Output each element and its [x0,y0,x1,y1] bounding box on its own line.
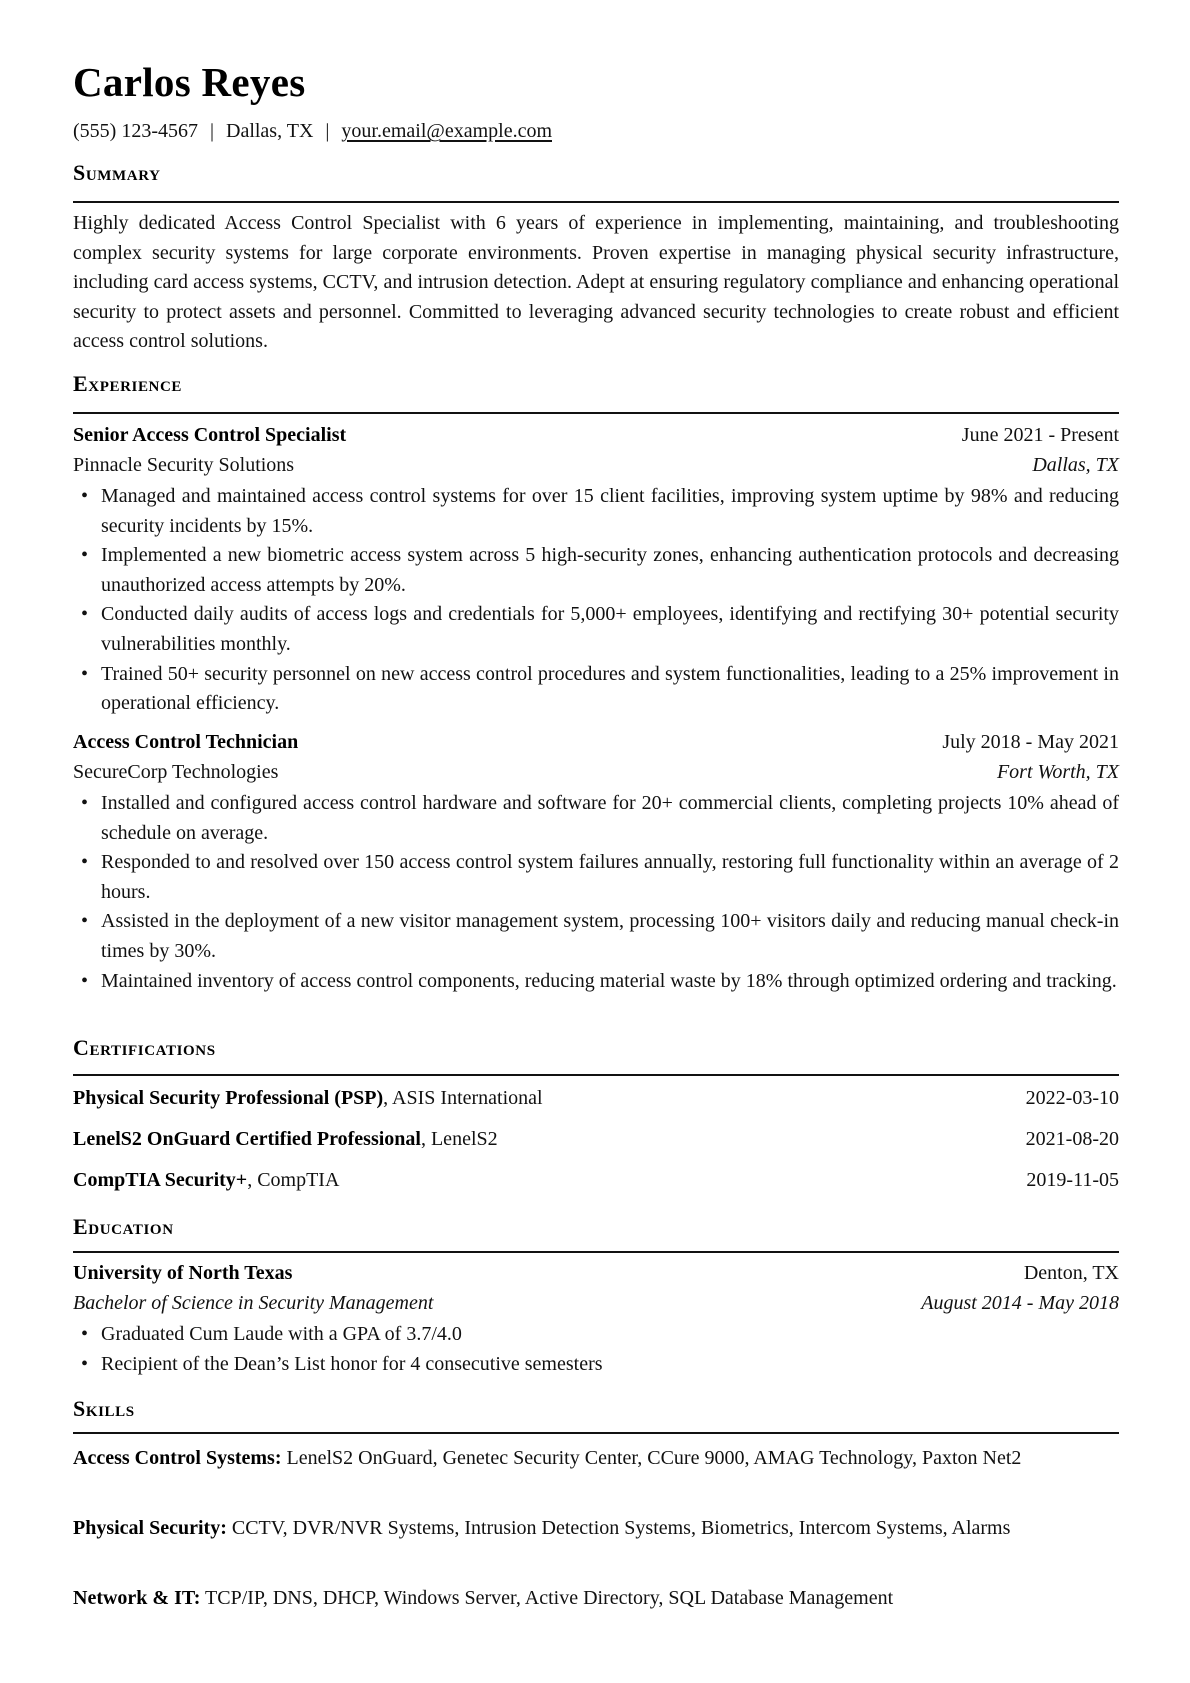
list-item [73,660,1119,719]
summary-text: Highly dedicated Access Control Specialist with 6 years of experience in implementing, maintaining, and troubleshooting complex security systems for large corporate environments. Proven expertise in managing physical security infrastructure, including card access systems, CCTV, and intrusion detection. Adept at ensuring regulatory compliance and enhancing operational security to protect assets and personnel. Committed to leveraging advanced security technologies to create robust and efficient access control solutions. [73,212,1119,353]
school-location: Denton, TX [1023,1262,1119,1284]
skill-group [73,1514,1119,1544]
bullet-text: Trained 50+ security personnel on new access control procedures and system functionalities, leading to a 25% improvement in operational efficiency. [101,662,1119,715]
list-item [73,482,1119,541]
list-item [73,848,1119,907]
skill-label: Access Control Systems: [73,1447,282,1469]
bullet-text: Maintained inventory of access control components, reducing material waste by 18% through optimized ordering and tracking. [101,969,1117,992]
bullet-text: Implemented a new biometric access system across 5 high-security zones, enhancing authentication protocols and decreasing unauthorized access attempts by 20%. [101,544,1119,596]
company-name: SecureCorp Technologies [73,761,279,783]
bullet-text: Assisted in the deployment of a new visitor management system, processing 100+ visitors daily and reducing manual check-in times by 30%. [101,910,1119,962]
job-location: Fort Worth, TX [996,761,1119,783]
list-item [73,967,1119,997]
education-header [73,1262,1119,1290]
certification-row [73,1087,1119,1115]
separator: | [325,120,330,142]
bullet-icon: • [81,910,89,933]
education-subheader [73,1292,1119,1320]
bullet-icon: • [81,485,89,507]
certification-issuer: , CompTIA [247,1169,340,1191]
section-title-skills: Skills [73,1396,135,1421]
skill-values: CCTV, DVR/NVR Systems, Intrusion Detection Systems, Biometrics, Intercom Systems, Alarms [226,1517,1011,1539]
certification-name: CompTIA Security+ [73,1169,248,1191]
list-item [73,600,1119,659]
list-item [73,1350,1119,1380]
bullet-icon: • [81,792,89,814]
bullet-text: Graduated Cum Laude with a GPA of 3.7/4.0 [101,1323,462,1345]
certification-issuer: , ASIS International [383,1087,543,1109]
bullet-icon: • [81,662,89,685]
job-dates: July 2018 - May 2021 [942,731,1119,753]
certification-issuer: , LenelS2 [420,1128,498,1150]
job-title: Access Control Technician [73,731,299,753]
skill-label: Physical Security: [73,1517,227,1539]
bullet-text: Installed and configured access control hardware and software for 20+ commercial clients, completing projects 10% ahead of schedule on average. [101,792,1119,844]
section-rule [73,1251,1119,1253]
certification-name: LenelS2 OnGuard Certified Professional [73,1128,421,1150]
job-location: Dallas, TX [1032,454,1119,476]
list-item [73,1320,1119,1350]
certification-row [73,1128,1119,1156]
job-bullets [73,482,1119,719]
school-name: University of North Texas [73,1262,293,1284]
skill-group [73,1444,1119,1474]
job-subheader [73,454,1119,482]
job-title: Senior Access Control Specialist [73,424,347,446]
list-item [73,789,1119,848]
bullet-text: Responded to and resolved over 150 access control system failures annually, restoring full functionality within an average of 2 hours. [101,851,1119,903]
list-item [73,541,1119,600]
bullet-icon: • [81,1323,89,1345]
certification-date: 2021-08-20 [1025,1128,1119,1150]
bullet-text: Conducted daily audits of access logs and credentials for 5,000+ employees, identifying and rectifying 30+ potential security vulnerabilities monthly. [101,603,1119,655]
bullet-icon: • [81,851,89,874]
bullet-text: Recipient of the Dean’s List honor for 4 consecutive semesters [101,1352,603,1375]
certification-date: 2019-11-05 [1026,1169,1119,1191]
section-title-experience: Experience [73,371,183,396]
separator: | [209,120,214,142]
section-title-certifications: Certifications [73,1035,216,1060]
section-rule [73,1432,1119,1434]
certification-name: Physical Security Professional (PSP) [73,1087,384,1109]
company-name: Pinnacle Security Solutions [73,454,295,476]
degree: Bachelor of Science in Security Management [73,1292,434,1314]
certification-date: 2022-03-10 [1025,1087,1119,1109]
location: Dallas, TX [226,120,314,142]
job-bullets [73,789,1119,996]
skill-values: LenelS2 OnGuard, Genetec Security Center, CCure 9000, AMAG Technology, Paxton Net2 [281,1447,1022,1469]
skill-group [73,1584,1119,1614]
bullet-icon: • [81,603,89,626]
skill-values: TCP/IP, DNS, DHCP, Windows Server, Active Directory, SQL Database Management [200,1587,894,1609]
section-rule [73,412,1119,414]
section-title-summary: Summary [73,160,161,185]
section-title-education: Education [73,1214,174,1239]
job-dates: June 2021 - Present [961,424,1119,446]
bullet-icon: • [81,1352,89,1375]
job-header [73,424,1119,452]
bullet-icon: • [81,969,89,992]
education-bullets [73,1320,1119,1379]
job-header [73,731,1119,759]
education-dates: August 2014 - May 2018 [921,1292,1119,1314]
job-subheader [73,761,1119,789]
phone-number: (555) 123-4567 [73,120,198,142]
skill-label: Network & IT: [73,1587,201,1609]
section-rule [73,1074,1119,1076]
bullet-text: Managed and maintained access control systems for over 15 client facilities, improving system uptime by 98% and reducing security incidents by 15%. [101,485,1119,537]
bullet-icon: • [81,544,89,567]
list-item [73,907,1119,966]
email-link[interactable]: your.email@example.com [341,120,552,142]
contact-line [73,120,552,143]
candidate-name: Carlos Reyes [73,59,306,105]
section-rule [73,201,1119,203]
certification-row [73,1169,1119,1197]
